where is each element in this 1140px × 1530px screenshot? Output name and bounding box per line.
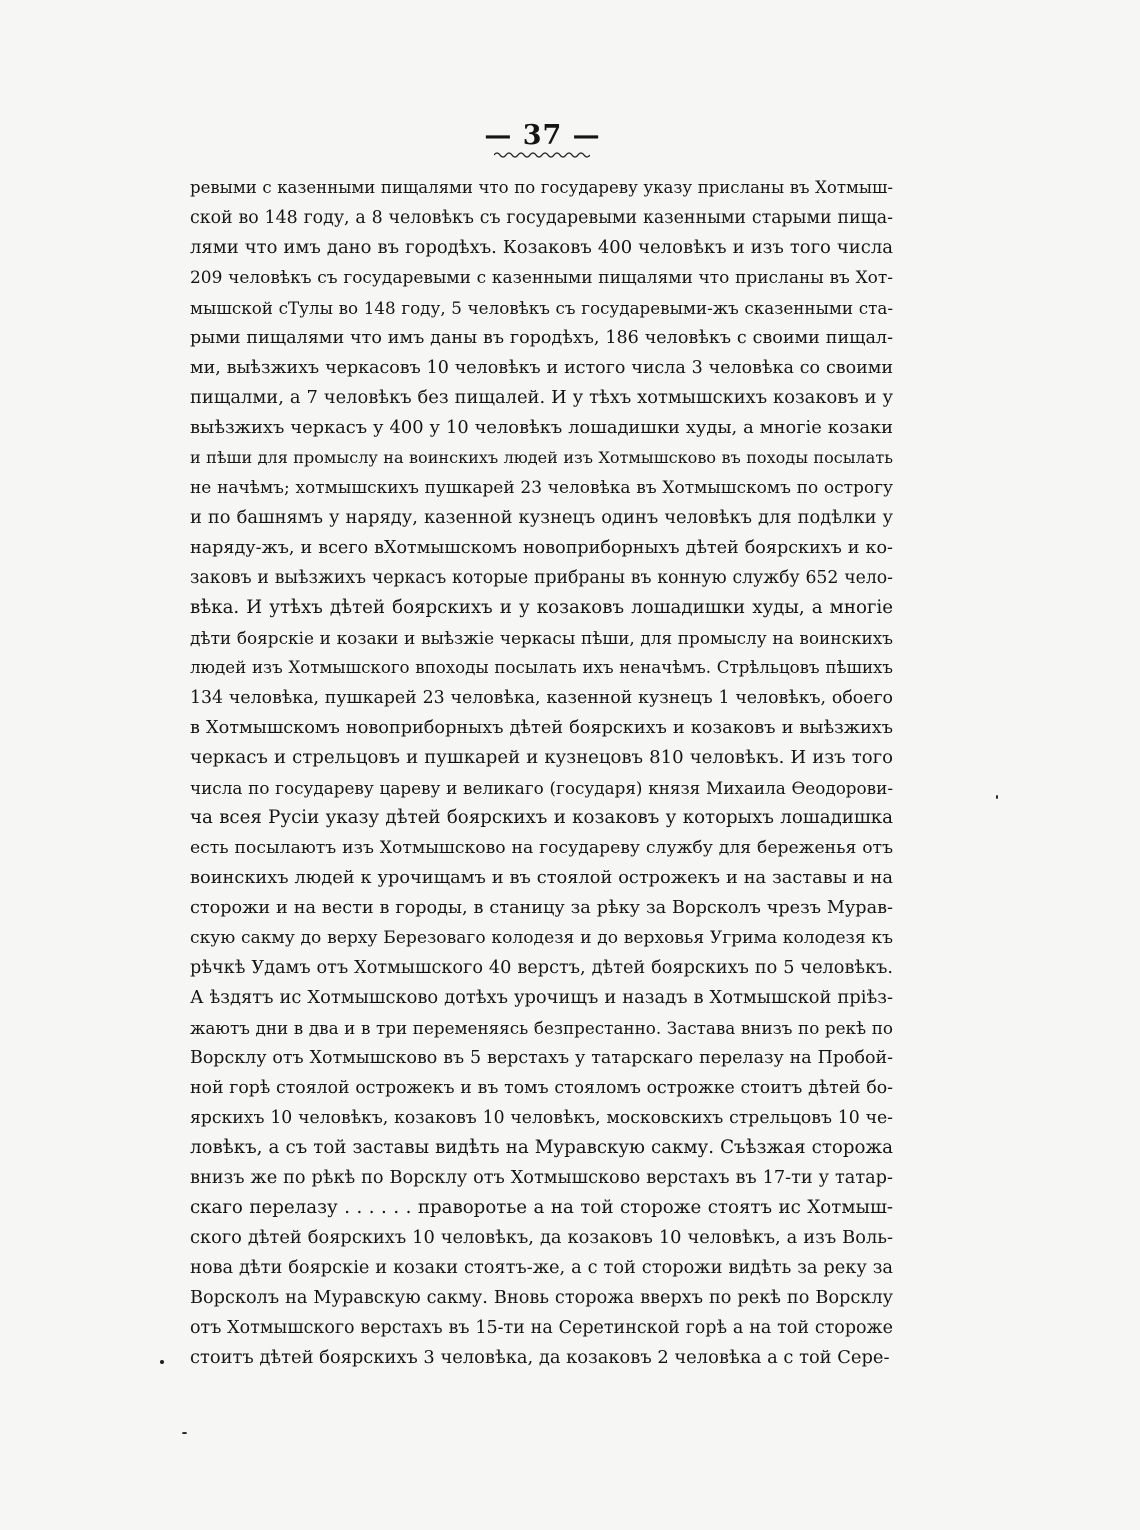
text-line: вѣка. И утѣхъ дѣтей боярскихъ и у козаковъ лошадишки худы, а многіе	[190, 597, 893, 618]
text-line: 209 человѣкъ съ государевыми с казенными пищалями что присланы въ Хот-	[190, 268, 893, 288]
text-line: Ворсколъ на Муравскую сакму. Вновь сторожа вверхъ по рекѣ по Ворсклу	[190, 1288, 893, 1308]
text-line: воинскихъ людей к урочищамъ и въ стоялой острожекъ и на заставы и на	[190, 868, 893, 888]
text-line: людей изъ Хотмышского впоходы посылать ихъ неначѣмъ. Стрѣльцовъ пѣшихъ	[190, 658, 893, 677]
text-line: ревыми с казенными пищалями что по государеву указу присланы въ Хотмыш-	[190, 178, 893, 197]
text-line: пищалми, а 7 человѣкъ без пищалей. И у тѣхъ хотмышскихъ козаковъ и у	[190, 387, 893, 408]
text-line: и пѣши для промыслу на воинскихъ людей изъ Хотмышсково въ походы посылать	[190, 448, 893, 467]
text-line: ной горѣ стоялой острожекъ и въ томъ стояломъ острожке стоитъ дѣтей бо-	[190, 1078, 893, 1098]
text-line: рыми пищалями что имъ даны въ городѣхъ, 186 человѣкъ с своими пищал-	[190, 328, 893, 348]
body-text	[190, 173, 893, 1373]
text-line: черкасъ и стрельцовъ и пушкарей и кузнецовъ 810 человѣкъ. И изъ того	[190, 747, 893, 768]
text-line: и по башнямъ у наряду, казенной кузнецъ одинъ человѣкъ для подѣлки у	[190, 507, 893, 528]
text-line: сторожи и на вести в городы, в станицу за рѣку за Ворсколъ чрезъ Мурав-	[190, 898, 893, 918]
text-line: лями что имъ дано въ городѣхъ. Козаковъ 400 человѣкъ и изъ того числа	[190, 237, 893, 258]
text-line: наряду-жъ, и всего вХотмышскомъ новоприборныхъ дѣтей боярскихъ и ко-	[190, 538, 893, 558]
text-line: стоитъ дѣтей боярскихъ 3 человѣка, да козаковъ 2 человѣка а с той Сере-	[190, 1347, 890, 1368]
text-line: ского дѣтей боярскихъ 10 человѣкъ, да козаковъ 10 человѣкъ, а изъ Воль-	[190, 1227, 893, 1248]
text-line: Ворсклу отъ Хотмышсково въ 5 верстахъ у татарскаго перелазу на Пробой-	[190, 1048, 893, 1068]
text-line: отъ Хотмышского верстахъ въ 15-ти на Серетинской горѣ а на той стороже	[190, 1318, 893, 1338]
wavy-underline-ornament	[494, 150, 590, 160]
scan-speck	[182, 1432, 187, 1434]
text-line: дѣти боярскіе и козаки и выѣзжіе черкасы пѣши, для промыслу на воинскихъ	[190, 628, 893, 648]
text-line: ловѣкъ, а съ той заставы видѣть на Муравскую сакму. Съѣзжая сторожа	[190, 1137, 893, 1158]
text-line: выѣзжихъ черкасъ у 400 у 10 человѣкъ лошадишки худы, а многіе козаки	[190, 417, 893, 438]
text-line: скаго перелазу . . . . . . праворотье а на той стороже стоятъ ис Хотмыш-	[190, 1197, 893, 1218]
text-line: А ѣздятъ ис Хотмышсково дотѣхъ урочищъ и назадъ в Хотмышской пріѣз-	[190, 987, 893, 1008]
text-line: в Хотмышскомъ новоприборныхъ дѣтей боярскихъ и козаковъ и выѣзжихъ	[190, 718, 893, 738]
text-line: числа по государеву цареву и великаго (государя) князя Михаила Ѳеодорови-	[190, 778, 893, 798]
text-line: ской во 148 году, а 8 человѣкъ съ государевыми казенными старыми пища-	[190, 208, 893, 228]
text-line: нова дѣти боярскіе и козаки стоятъ-же, а с той сторожи видѣть за реку за	[190, 1258, 893, 1278]
text-line: ча всея Русіи указу дѣтей боярскихъ и козаковъ у которыхъ лошадишка	[190, 807, 893, 828]
text-line: 134 человѣка, пушкарей 23 человѣка, казенной кузнецъ 1 человѣкъ, обоего	[190, 688, 893, 708]
page-number: — 37 —	[484, 120, 601, 151]
text-line: есть посылаютъ изъ Хотмышсково на государеву службу для береженья отъ	[190, 838, 893, 858]
text-line: мышской сТулы во 148 году, 5 человѣкъ съ государевыми-жъ сказенными ста-	[190, 298, 893, 318]
text-line: жаютъ дни в два и в три переменяясь безпрестанно. Застава внизъ по рекѣ по	[190, 1018, 893, 1038]
text-line: рѣчкѣ Удамъ отъ Хотмышского 40 верстъ, дѣтей боярскихъ по 5 человѣкъ.	[190, 958, 893, 978]
scan-speck	[160, 1360, 164, 1364]
text-line: заковъ и выѣзжихъ черкасъ которые прибраны въ конную службу 652 чело-	[190, 568, 893, 588]
text-line: внизъ же по рѣкѣ по Ворсклу отъ Хотмышсково верстахъ въ 17-ти у татар-	[190, 1168, 893, 1188]
text-line: скую сакму до верху Березоваго колодезя и до верховья Угрима колодезя къ	[190, 928, 893, 948]
text-line: не начѣмъ; хотмышскихъ пушкарей 23 человѣка въ Хотмышскомъ по острогу	[190, 478, 893, 498]
scan-speck	[996, 795, 998, 799]
text-line: ярскихъ 10 человѣкъ, козаковъ 10 человѣкъ, московскихъ стрельцовъ 10 че-	[190, 1108, 893, 1128]
text-line: ми, выѣзжихъ черкасовъ 10 человѣкъ и истого числа 3 человѣка со своими	[190, 358, 893, 378]
